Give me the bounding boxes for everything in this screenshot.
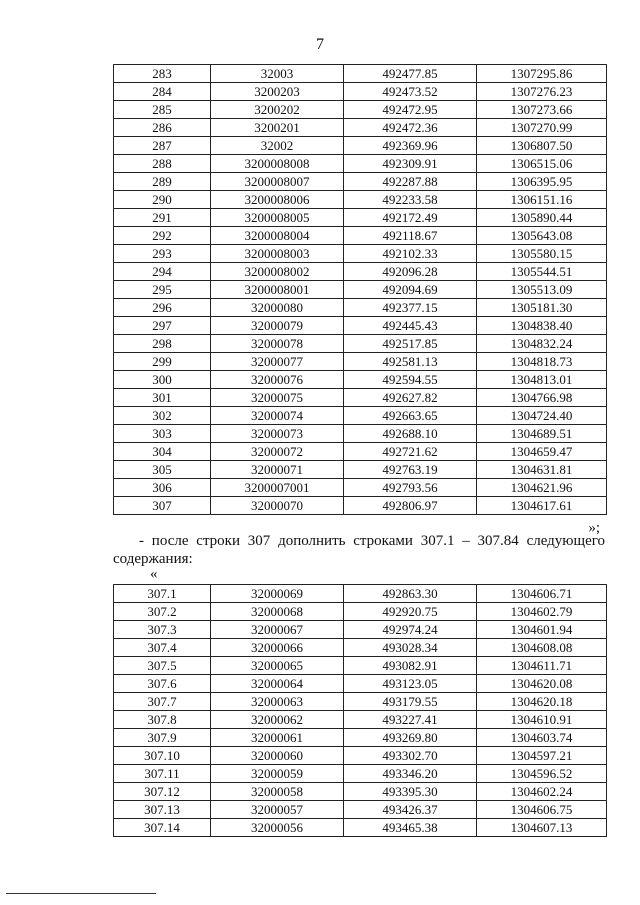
y-coordinate-cell: 1304596.52 [477,765,607,783]
point-id-cell: 32000075 [211,389,344,407]
point-id-cell: 32000056 [211,819,344,837]
x-coordinate-cell: 492721.62 [344,443,477,461]
y-coordinate-cell: 1304603.74 [477,729,607,747]
x-coordinate-cell: 493426.37 [344,801,477,819]
x-coordinate-cell: 492594.55 [344,371,477,389]
point-number-cell: 294 [114,263,211,281]
coordinates-table-new-rows [113,584,607,837]
x-coordinate-cell: 492377.15 [344,299,477,317]
point-id-cell: 32000077 [211,353,344,371]
point-number-cell: 298 [114,335,211,353]
y-coordinate-cell: 1307270.99 [477,119,607,137]
point-id-cell: 3200008003 [211,245,344,263]
x-coordinate-cell: 493123.05 [344,675,477,693]
point-number-cell: 290 [114,191,211,209]
point-id-cell: 32000062 [211,711,344,729]
point-number-cell: 305 [114,461,211,479]
point-number-cell: 285 [114,101,211,119]
y-coordinate-cell: 1304606.75 [477,801,607,819]
point-id-cell: 3200008001 [211,281,344,299]
point-id-cell: 32000063 [211,693,344,711]
x-coordinate-cell: 492102.33 [344,245,477,263]
point-number-cell: 304 [114,443,211,461]
y-coordinate-cell: 1304818.73 [477,353,607,371]
point-number-cell: 295 [114,281,211,299]
x-coordinate-cell: 492096.28 [344,263,477,281]
table-row [114,317,607,335]
x-coordinate-cell: 493465.38 [344,819,477,837]
point-id-cell: 32000067 [211,621,344,639]
y-coordinate-cell: 1304659.47 [477,443,607,461]
table-row [114,693,607,711]
y-coordinate-cell: 1304620.08 [477,675,607,693]
table-row [114,119,607,137]
page-number: 7 [316,36,324,53]
point-number-cell: 303 [114,425,211,443]
amendment-instruction [113,532,605,568]
point-number-cell: 299 [114,353,211,371]
y-coordinate-cell: 1304608.08 [477,639,607,657]
point-number-cell: 307.2 [114,603,211,621]
table-row [114,675,607,693]
table-row [114,497,607,515]
point-number-cell: 291 [114,209,211,227]
point-number-cell: 301 [114,389,211,407]
x-coordinate-cell: 492094.69 [344,281,477,299]
point-number-cell: 306 [114,479,211,497]
point-id-cell: 32000068 [211,603,344,621]
y-coordinate-cell: 1304610.91 [477,711,607,729]
table-row [114,209,607,227]
point-id-cell: 32002 [211,137,344,155]
x-coordinate-cell: 493227.41 [344,711,477,729]
x-coordinate-cell: 492445.43 [344,317,477,335]
table-row [114,65,607,83]
table-row [114,83,607,101]
x-coordinate-cell: 492309.91 [344,155,477,173]
y-coordinate-cell: 1304813.01 [477,371,607,389]
x-coordinate-cell: 492473.52 [344,83,477,101]
x-coordinate-cell: 492233.58 [344,191,477,209]
point-number-cell: 289 [114,173,211,191]
x-coordinate-cell: 492974.24 [344,621,477,639]
table-row [114,155,607,173]
x-coordinate-cell: 492793.56 [344,479,477,497]
point-id-cell: 32000064 [211,675,344,693]
table-row [114,191,607,209]
x-coordinate-cell: 492920.75 [344,603,477,621]
x-coordinate-cell: 493302.70 [344,747,477,765]
point-id-cell: 32000069 [211,585,344,603]
point-id-cell: 32000066 [211,639,344,657]
x-coordinate-cell: 492627.82 [344,389,477,407]
y-coordinate-cell: 1306151.16 [477,191,607,209]
point-number-cell: 307.7 [114,693,211,711]
table-row [114,371,607,389]
x-coordinate-cell: 492477.85 [344,65,477,83]
coordinates-table-continued [113,64,607,515]
table-row [114,299,607,317]
table-row [114,729,607,747]
y-coordinate-cell: 1304766.98 [477,389,607,407]
table-row [114,783,607,801]
x-coordinate-cell: 492517.85 [344,335,477,353]
point-id-cell: 3200008006 [211,191,344,209]
point-number-cell: 283 [114,65,211,83]
point-number-cell: 296 [114,299,211,317]
point-id-cell: 32000059 [211,765,344,783]
table-row [114,425,607,443]
point-number-cell: 307.11 [114,765,211,783]
point-number-cell: 307.14 [114,819,211,837]
y-coordinate-cell: 1304607.13 [477,819,607,837]
x-coordinate-cell: 492806.97 [344,497,477,515]
footnote-divider [6,893,156,894]
y-coordinate-cell: 1304689.51 [477,425,607,443]
y-coordinate-cell: 1305643.08 [477,227,607,245]
y-coordinate-cell: 1306807.50 [477,137,607,155]
y-coordinate-cell: 1304597.21 [477,747,607,765]
y-coordinate-cell: 1304602.79 [477,603,607,621]
x-coordinate-cell: 492172.49 [344,209,477,227]
table-row [114,819,607,837]
table-row [114,479,607,497]
point-id-cell: 32000072 [211,443,344,461]
point-number-cell: 307.1 [114,585,211,603]
table-row [114,173,607,191]
x-coordinate-cell: 493179.55 [344,693,477,711]
x-coordinate-cell: 493269.80 [344,729,477,747]
table-row [114,621,607,639]
point-id-cell: 3200008007 [211,173,344,191]
point-id-cell: 32000074 [211,407,344,425]
point-id-cell: 32000065 [211,657,344,675]
x-coordinate-cell: 492287.88 [344,173,477,191]
point-id-cell: 3200008008 [211,155,344,173]
point-number-cell: 302 [114,407,211,425]
table-row [114,765,607,783]
point-id-cell: 32000058 [211,783,344,801]
table-row [114,711,607,729]
table-row [114,227,607,245]
point-id-cell: 3200202 [211,101,344,119]
point-id-cell: 3200201 [211,119,344,137]
opening-quote: « [150,566,158,582]
y-coordinate-cell: 1307273.66 [477,101,607,119]
y-coordinate-cell: 1305890.44 [477,209,607,227]
point-number-cell: 297 [114,317,211,335]
point-number-cell: 307 [114,497,211,515]
point-id-cell: 32000057 [211,801,344,819]
table-row [114,747,607,765]
table-row [114,443,607,461]
y-coordinate-cell: 1304631.81 [477,461,607,479]
point-number-cell: 293 [114,245,211,263]
y-coordinate-cell: 1305181.30 [477,299,607,317]
table-row [114,281,607,299]
point-id-cell: 32000080 [211,299,344,317]
table-row [114,657,607,675]
y-coordinate-cell: 1307295.86 [477,65,607,83]
point-id-cell: 3200008004 [211,227,344,245]
y-coordinate-cell: 1305513.09 [477,281,607,299]
y-coordinate-cell: 1306515.06 [477,155,607,173]
y-coordinate-cell: 1304832.24 [477,335,607,353]
x-coordinate-cell: 492581.13 [344,353,477,371]
point-id-cell: 32000070 [211,497,344,515]
table-row [114,353,607,371]
table-row [114,585,607,603]
instruction-dash: - [139,533,144,549]
y-coordinate-cell: 1304606.71 [477,585,607,603]
point-number-cell: 307.3 [114,621,211,639]
point-number-cell: 286 [114,119,211,137]
point-id-cell: 3200008002 [211,263,344,281]
point-number-cell: 287 [114,137,211,155]
y-coordinate-cell: 1304601.94 [477,621,607,639]
y-coordinate-cell: 1304611.71 [477,657,607,675]
point-number-cell: 284 [114,83,211,101]
table-row [114,263,607,281]
instruction-text: после строки 307 дополнить строками 307.1 – 307.84 следующего содержания: [113,533,606,567]
x-coordinate-cell: 492472.95 [344,101,477,119]
y-coordinate-cell: 1306395.95 [477,173,607,191]
point-number-cell: 307.5 [114,657,211,675]
point-id-cell: 3200203 [211,83,344,101]
table-row [114,137,607,155]
x-coordinate-cell: 492472.36 [344,119,477,137]
table-row [114,335,607,353]
x-coordinate-cell: 492118.67 [344,227,477,245]
y-coordinate-cell: 1304602.24 [477,783,607,801]
y-coordinate-cell: 1304617.61 [477,497,607,515]
table-row [114,101,607,119]
x-coordinate-cell: 493028.34 [344,639,477,657]
point-number-cell: 307.4 [114,639,211,657]
point-number-cell: 307.9 [114,729,211,747]
table-row [114,801,607,819]
point-id-cell: 32000060 [211,747,344,765]
point-id-cell: 32000071 [211,461,344,479]
y-coordinate-cell: 1305580.15 [477,245,607,263]
point-number-cell: 307.6 [114,675,211,693]
table-row [114,389,607,407]
point-id-cell: 3200008005 [211,209,344,227]
x-coordinate-cell: 493346.20 [344,765,477,783]
table-row [114,461,607,479]
point-number-cell: 307.10 [114,747,211,765]
point-id-cell: 32000061 [211,729,344,747]
x-coordinate-cell: 492663.65 [344,407,477,425]
y-coordinate-cell: 1305544.51 [477,263,607,281]
y-coordinate-cell: 1304621.96 [477,479,607,497]
point-number-cell: 307.13 [114,801,211,819]
point-number-cell: 307.8 [114,711,211,729]
table-row [114,639,607,657]
y-coordinate-cell: 1307276.23 [477,83,607,101]
x-coordinate-cell: 493395.30 [344,783,477,801]
point-number-cell: 292 [114,227,211,245]
point-id-cell: 32000073 [211,425,344,443]
y-coordinate-cell: 1304620.18 [477,693,607,711]
x-coordinate-cell: 493082.91 [344,657,477,675]
point-id-cell: 32000076 [211,371,344,389]
point-id-cell: 32003 [211,65,344,83]
x-coordinate-cell: 492763.19 [344,461,477,479]
table-row [114,407,607,425]
y-coordinate-cell: 1304724.40 [477,407,607,425]
point-number-cell: 307.12 [114,783,211,801]
y-coordinate-cell: 1304838.40 [477,317,607,335]
point-id-cell: 32000078 [211,335,344,353]
point-number-cell: 288 [114,155,211,173]
table-row [114,245,607,263]
point-id-cell: 3200007001 [211,479,344,497]
x-coordinate-cell: 492688.10 [344,425,477,443]
x-coordinate-cell: 492369.96 [344,137,477,155]
point-id-cell: 32000079 [211,317,344,335]
closing-quote: »; [588,520,600,536]
x-coordinate-cell: 492863.30 [344,585,477,603]
table-row [114,603,607,621]
point-number-cell: 300 [114,371,211,389]
